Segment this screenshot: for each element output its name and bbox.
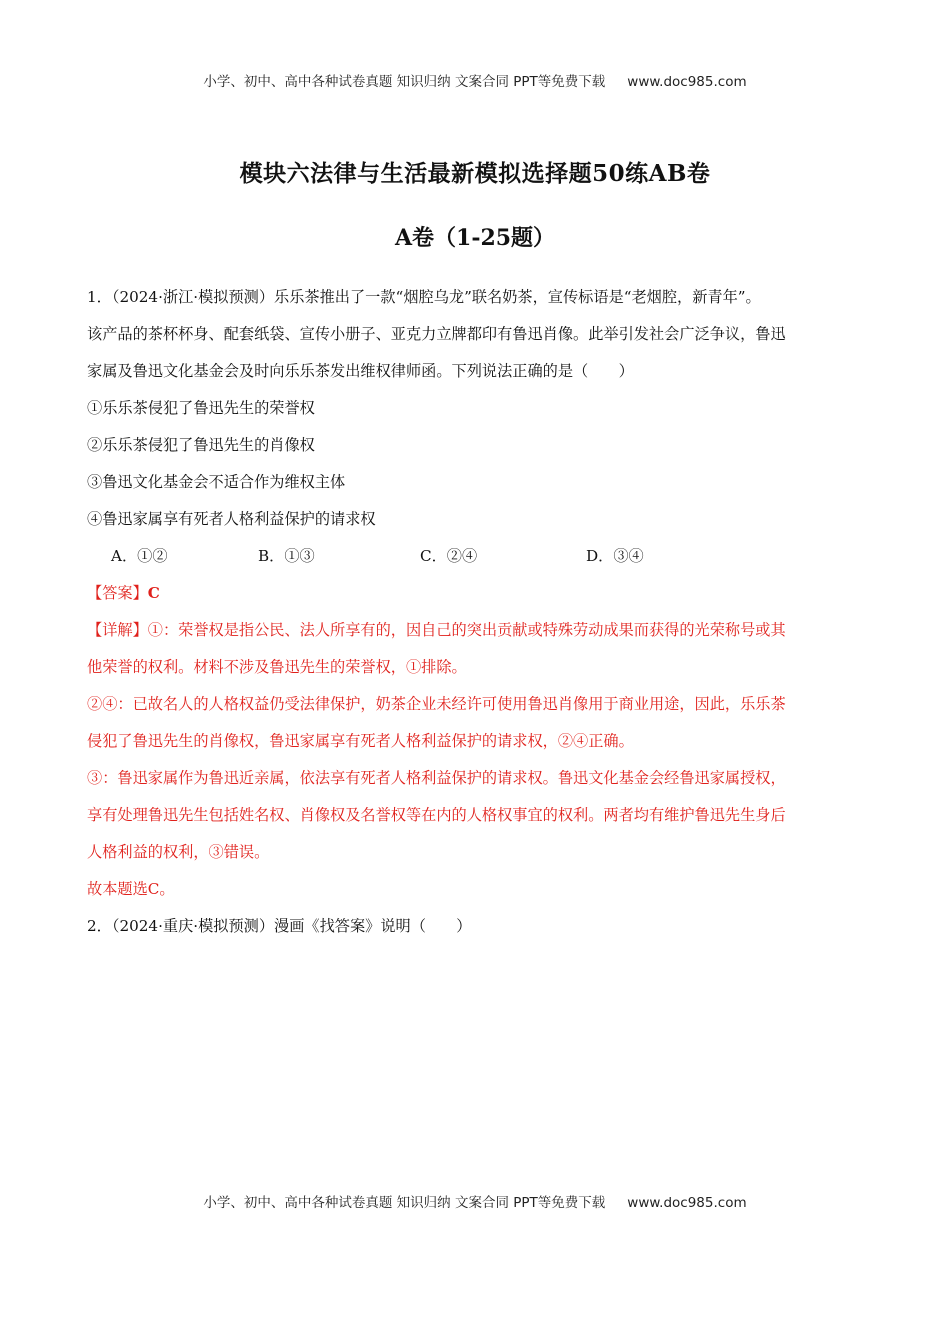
q1-option-b: B．①③ [258, 547, 315, 565]
detail-text: ①：荣誉权是指公民、法人所享有的，因自己的突出贡献或特殊劳动成果而获得的光荣称号或其 [147, 621, 786, 639]
answer-value: C [147, 584, 160, 602]
q1-detail-line-6: 享有处理鲁迅先生包括姓名权、肖像权及名誉权等在内的人格权事宜的权利。两者均有维护鲁迅先生身后 [87, 806, 786, 824]
q1-stem-line-1: 1．（2024·浙江·模拟预测）乐乐茶推出了一款“烟腔乌龙”联名奶茶，宣传标语是“老烟腔，新青年”。 [87, 288, 761, 306]
footer-text: 小学、初中、高中各种试卷真题 知识归纳 文案合同 PPT等免费下载 [203, 1195, 606, 1211]
q1-statement-2: ②乐乐茶侵犯了鲁迅先生的肖像权 [87, 436, 315, 454]
header-text: 小学、初中、高中各种试卷真题 知识归纳 文案合同 PPT等免费下载 [203, 74, 606, 90]
answer-label: 【答案】 [87, 584, 148, 602]
q1-stem-line-3: 家属及鲁迅文化基金会及时向乐乐茶发出维权律师函。下列说法正确的是（ ） [87, 362, 634, 380]
q1-option-d: D．③④ [586, 547, 644, 565]
q1-option-c: C．②④ [420, 547, 478, 565]
q1-detail-line-3: ②④：已故名人的人格权益仍受法律保护，奶茶企业未经许可使用鲁迅肖像用于商业用途，因此，乐乐茶 [87, 695, 786, 713]
question-content [87, 279, 862, 945]
detail-label: 【详解】 [87, 621, 148, 639]
q1-stem-line-2: 该产品的茶杯杯身、配套纸袋、宣传小册子、亚克力立牌都印有鲁迅肖像。此举引发社会广泛争议，鲁迅 [87, 325, 786, 343]
section-subtitle: A卷（1-25题） [394, 225, 556, 251]
header-url[interactable]: www.doc985.com [627, 74, 747, 90]
q1-conclusion: 故本题选C。 [87, 880, 175, 898]
q1-answer [87, 575, 862, 612]
q1-statement-1: ①乐乐茶侵犯了鲁迅先生的荣誉权 [87, 399, 315, 417]
footer-url[interactable]: www.doc985.com [627, 1195, 747, 1211]
q1-detail-line-7: 人格利益的权利，③错误。 [87, 843, 270, 861]
document-title: 模块六法律与生活最新模拟选择题50练AB卷 [239, 160, 711, 187]
page-footer [0, 1191, 950, 1211]
page-header [0, 70, 950, 90]
q1-option-a: A．①② [111, 547, 168, 565]
q2-stem-line-1: 2．（2024·重庆·模拟预测）漫画《找答案》说明（ ） [87, 917, 472, 935]
q1-detail-line-1 [87, 612, 862, 649]
q1-options [87, 538, 862, 575]
q1-statement-4: ④鲁迅家属享有死者人格利益保护的请求权 [87, 510, 376, 528]
q1-statement-3: ③鲁迅文化基金会不适合作为维权主体 [87, 473, 346, 491]
q1-detail-line-5: ③：鲁迅家属作为鲁迅近亲属，依法享有死者人格利益保护的请求权。鲁迅文化基金会经鲁迅家属授权， [87, 769, 786, 787]
q1-detail-line-4: 侵犯了鲁迅先生的肖像权，鲁迅家属享有死者人格利益保护的请求权，②④正确。 [87, 732, 634, 750]
q1-detail-line-2: 他荣誉的权利。材料不涉及鲁迅先生的荣誉权，①排除。 [87, 658, 467, 676]
